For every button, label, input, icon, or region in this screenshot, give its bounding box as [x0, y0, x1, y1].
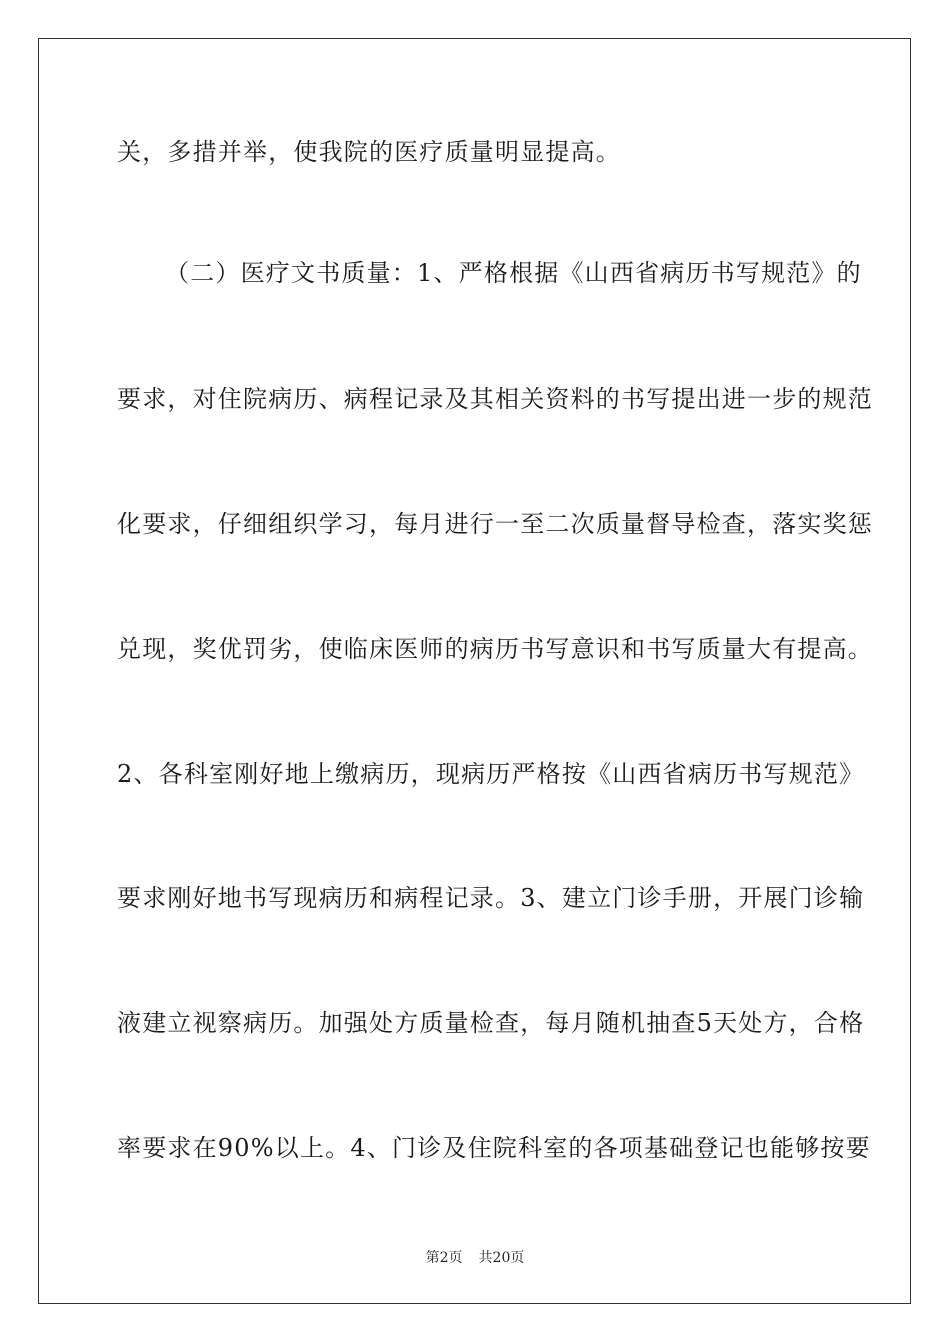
body-text-line-8: 液建立视察病历。加强处方质量检查，每月随机抽查5天处方，合格: [117, 1009, 865, 1037]
page-footer: [0, 1248, 950, 1268]
body-text-line-1: 关，多措并举，使我院的医疗质量明显提高。: [117, 138, 621, 166]
page-number-current: 第2页: [425, 1250, 463, 1266]
body-text-line-4: 化要求，仔细组织学习，每月进行一至二次质量督导检查，落实奖惩: [117, 510, 873, 538]
body-text-line-2: （二）医疗文书质量：1、严格根据《山西省病历书写规范》的: [165, 259, 862, 287]
body-text-line-6: 2、各科室刚好地上缴病历，现病历严格按《山西省病历书写规范》: [117, 760, 865, 788]
body-text-line-3: 要求，对住院病历、病程记录及其相关资料的书写提出进一步的规范: [117, 385, 873, 413]
page-border: [38, 38, 911, 1304]
body-text-line-5: 兑现，奖优罚劣，使临床医师的病历书写意识和书写质量大有提高。: [117, 635, 873, 663]
body-text-line-9: 率要求在90%以上。4、门诊及住院科室的各项基础登记也能够按要: [117, 1134, 871, 1162]
page-number-total: 共20页: [478, 1250, 525, 1266]
body-text-line-7: 要求刚好地书写现病历和病程记录。3、建立门诊手册，开展门诊输: [117, 884, 865, 912]
